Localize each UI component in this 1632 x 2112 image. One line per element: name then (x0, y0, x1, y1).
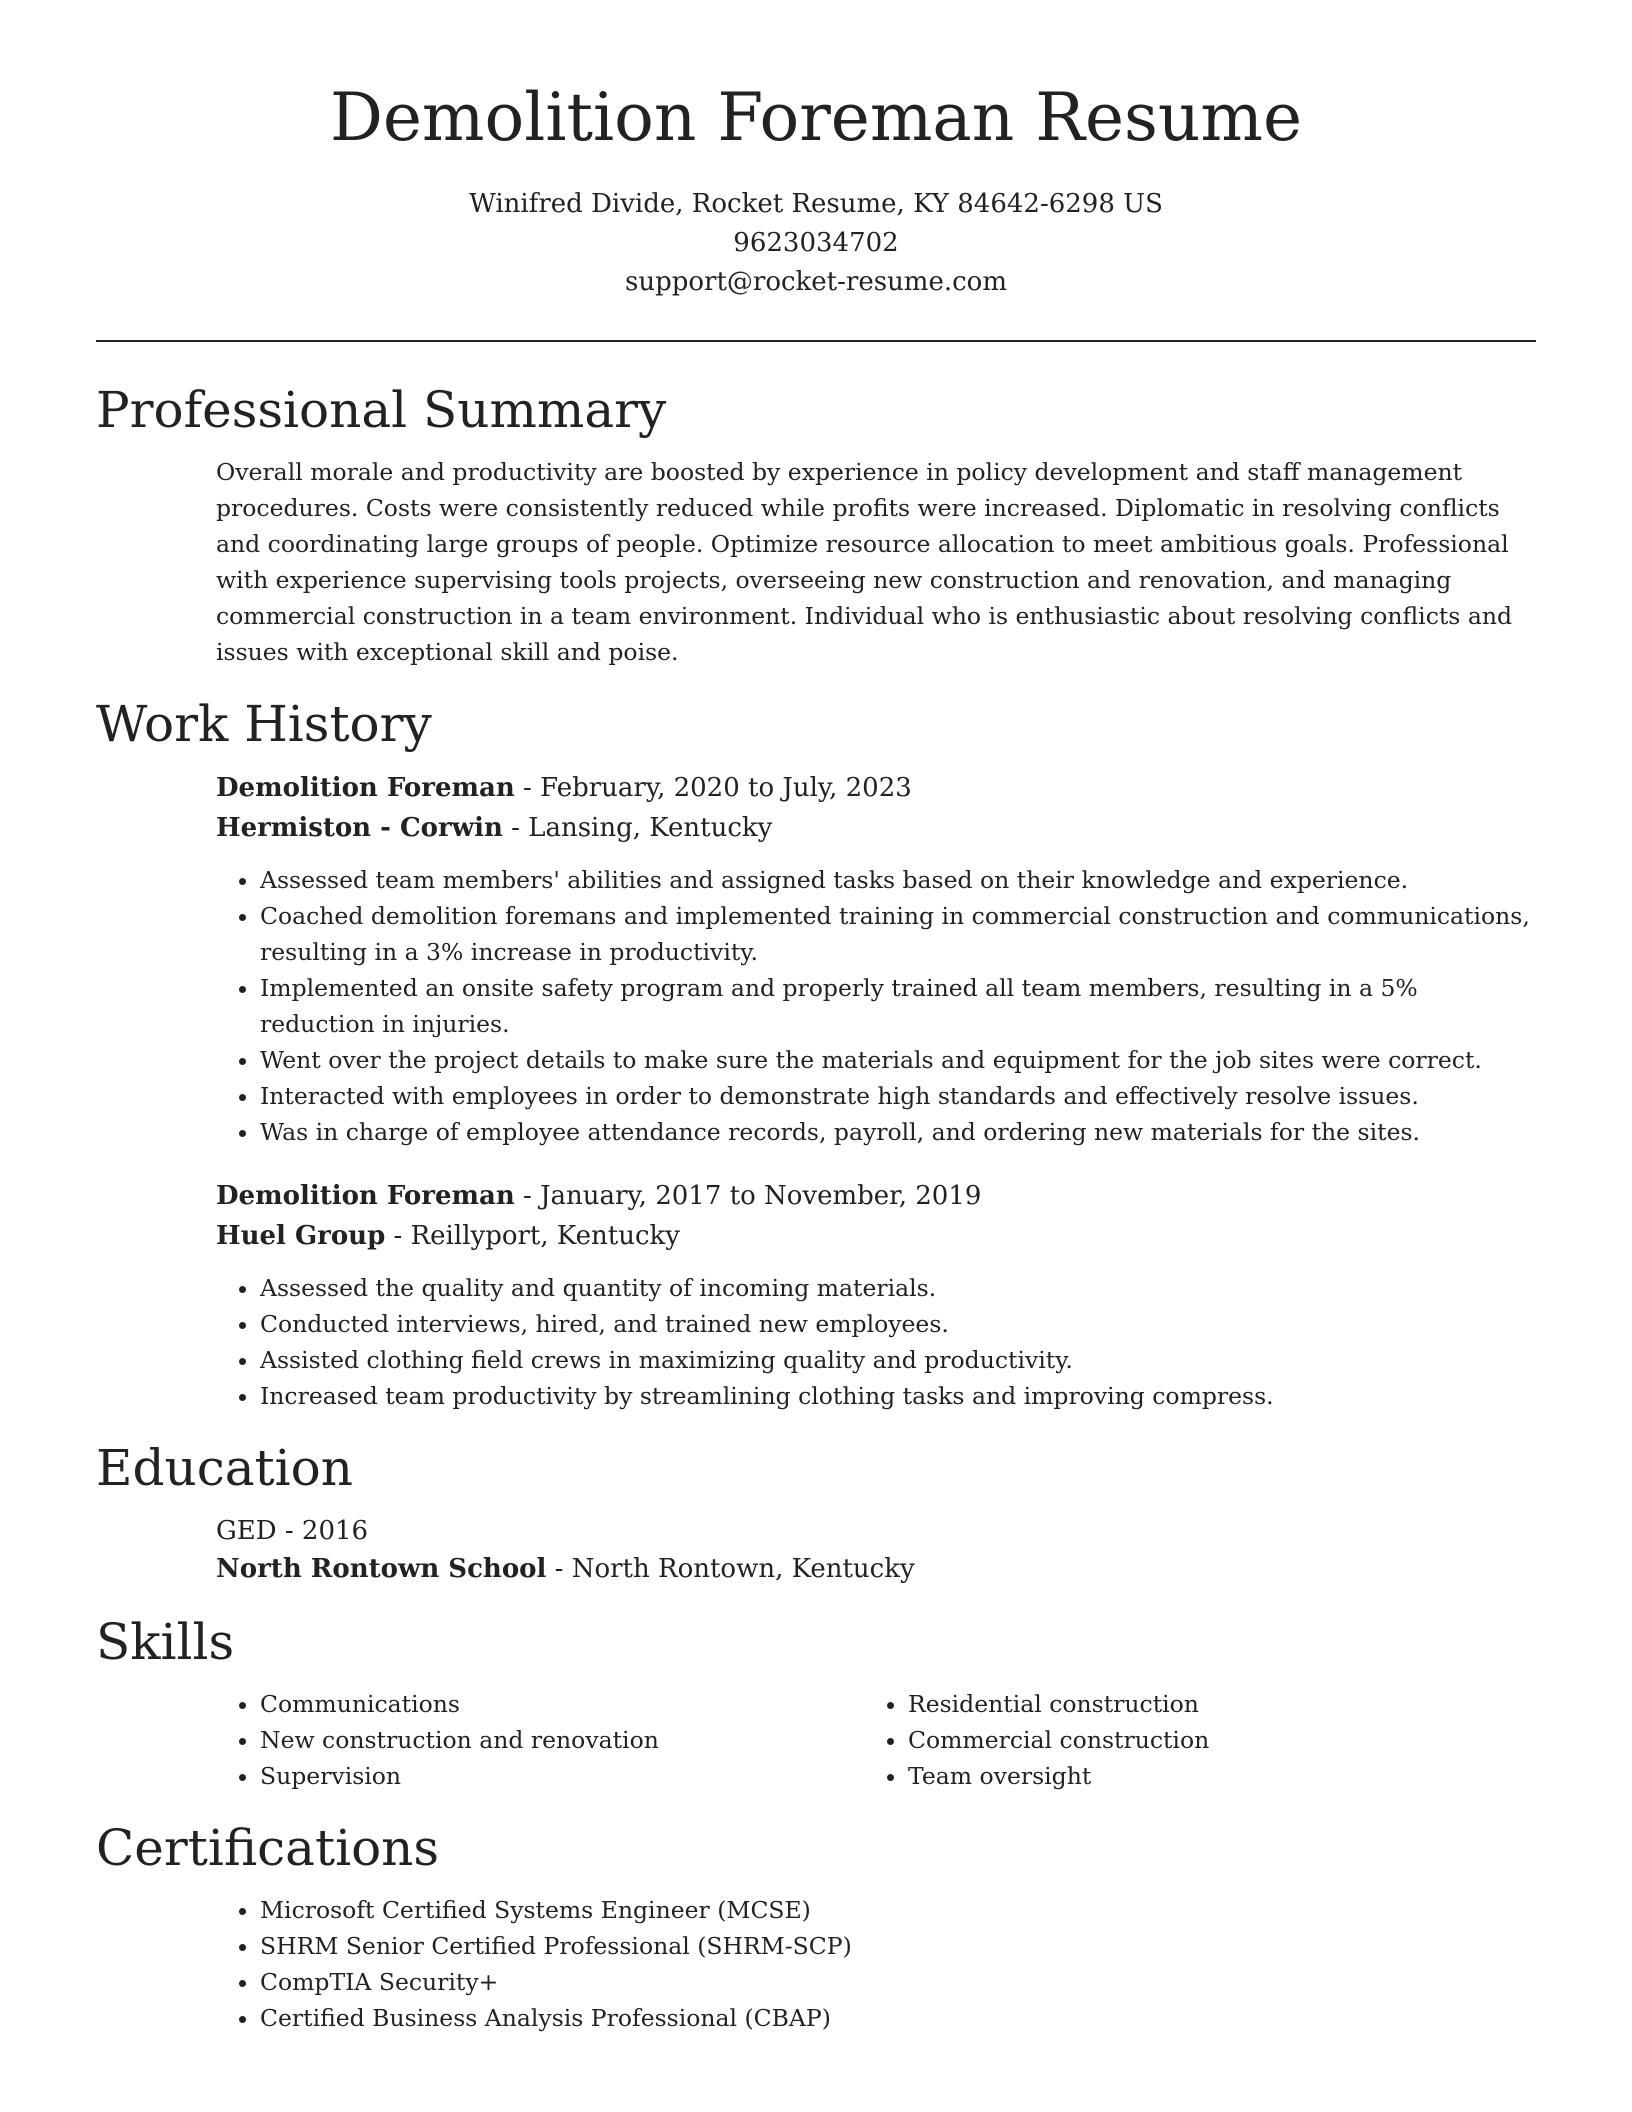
job-entry (216, 1176, 1536, 1414)
list-item: • Went over the project details to make sure the materials and equipment for the job sites were correct. (260, 1042, 1536, 1078)
list-item: • Communications (260, 1686, 864, 1722)
job-title-line (216, 1176, 1536, 1216)
job-dates: - January, 2017 to November, 2019 (514, 1180, 982, 1211)
work-history-section (96, 694, 1536, 1414)
summary-text: Overall morale and productivity are boosted by experience in policy development and staff management procedures. Costs were consistently reduced while profits were increased. Diplomatic in resolving conflicts and coordinating large groups of people. Optimize resource allocation to meet ambitious goals. Professional with experience supervising tools projects, overseeing new construction and renovation, and managing commercial construction in a team environment. Individual who is enthusiastic about resolving conflicts and issues with exceptional skill and poise. (216, 457, 1513, 666)
contact-address: Winifred Divide, Rocket Resume, KY 84642-6298 US (469, 188, 1163, 219)
job-location: - Reillyport, Kentucky (385, 1220, 680, 1251)
contact-email: support@rocket-resume.com (624, 266, 1007, 297)
list-item: • Microsoft Certified Systems Engineer (MCSE) (260, 1892, 1536, 1928)
list-item: • Increased team productivity by streamlining clothing tasks and improving compress. (260, 1378, 1536, 1414)
job-bullets (216, 862, 1536, 1150)
education-heading: Education (96, 1438, 353, 1497)
job-location: - Lansing, Kentucky (502, 812, 773, 843)
skills-section (96, 1612, 1536, 1794)
resume-header (96, 0, 1536, 302)
summary-section (96, 380, 1536, 670)
job-company-line (216, 808, 1536, 848)
list-item: • Coached demolition foremans and implemented training in commercial construction and communications, resulting in a 3% increase in productivity. (260, 898, 1536, 970)
certifications-list (216, 1892, 1536, 2036)
list-item: • SHRM Senior Certified Professional (SHRM-SCP) (260, 1928, 1536, 1964)
list-item: • CompTIA Security+ (260, 1964, 1536, 2000)
list-item: • Assessed the quality and quantity of incoming materials. (260, 1270, 1536, 1306)
header-divider (96, 340, 1536, 342)
job-title: Demolition Foreman (216, 772, 515, 803)
work-history-heading: Work History (96, 694, 432, 753)
resume-title: Demolition Foreman Resume (329, 79, 1303, 156)
summary-heading: Professional Summary (96, 380, 667, 439)
skills-grid (216, 1686, 1536, 1794)
job-company: Huel Group (216, 1220, 386, 1251)
certifications-section (96, 1818, 1536, 2036)
education-school: North Rontown School (216, 1553, 547, 1584)
education-section (96, 1438, 1536, 1588)
list-item: • Residential construction (908, 1686, 1512, 1722)
list-item: • Conducted interviews, hired, and trained new employees. (260, 1306, 1536, 1342)
list-item: • Implemented an onsite safety program and properly trained all team members, resulting in a 5% reduction in injuries. (260, 970, 1536, 1042)
job-bullets (216, 1270, 1536, 1414)
job-company: Hermiston - Corwin (216, 812, 503, 843)
contact-phone: 9623034702 (733, 227, 899, 258)
list-item: • Assessed team members' abilities and assigned tasks based on their knowledge and experience. (260, 862, 1536, 898)
skills-heading: Skills (96, 1612, 235, 1671)
list-item: • Team oversight (908, 1758, 1512, 1794)
education-school-line (216, 1550, 1536, 1588)
list-item: • Commercial construction (908, 1722, 1512, 1758)
education-degree: GED - 2016 (216, 1515, 369, 1546)
list-item: • Was in charge of employee attendance records, payroll, and ordering new materials for the sites. (260, 1114, 1536, 1150)
list-item: • Assisted clothing field crews in maximizing quality and productivity. (260, 1342, 1536, 1378)
list-item: • Supervision (260, 1758, 864, 1794)
job-dates: - February, 2020 to July, 2023 (514, 772, 912, 803)
certifications-heading: Certifications (96, 1818, 440, 1877)
job-entry (216, 768, 1536, 1150)
skills-right-column (864, 1686, 1512, 1794)
education-location: - North Rontown, Kentucky (546, 1553, 915, 1584)
job-title: Demolition Foreman (216, 1180, 515, 1211)
list-item: • Interacted with employees in order to demonstrate high standards and effectively resolve issues. (260, 1078, 1536, 1114)
skills-left-column (216, 1686, 864, 1794)
list-item: • New construction and renovation (260, 1722, 864, 1758)
job-company-line (216, 1216, 1536, 1256)
list-item: • Certified Business Analysis Professional (CBAP) (260, 2000, 1536, 2036)
job-title-line (216, 768, 1536, 808)
